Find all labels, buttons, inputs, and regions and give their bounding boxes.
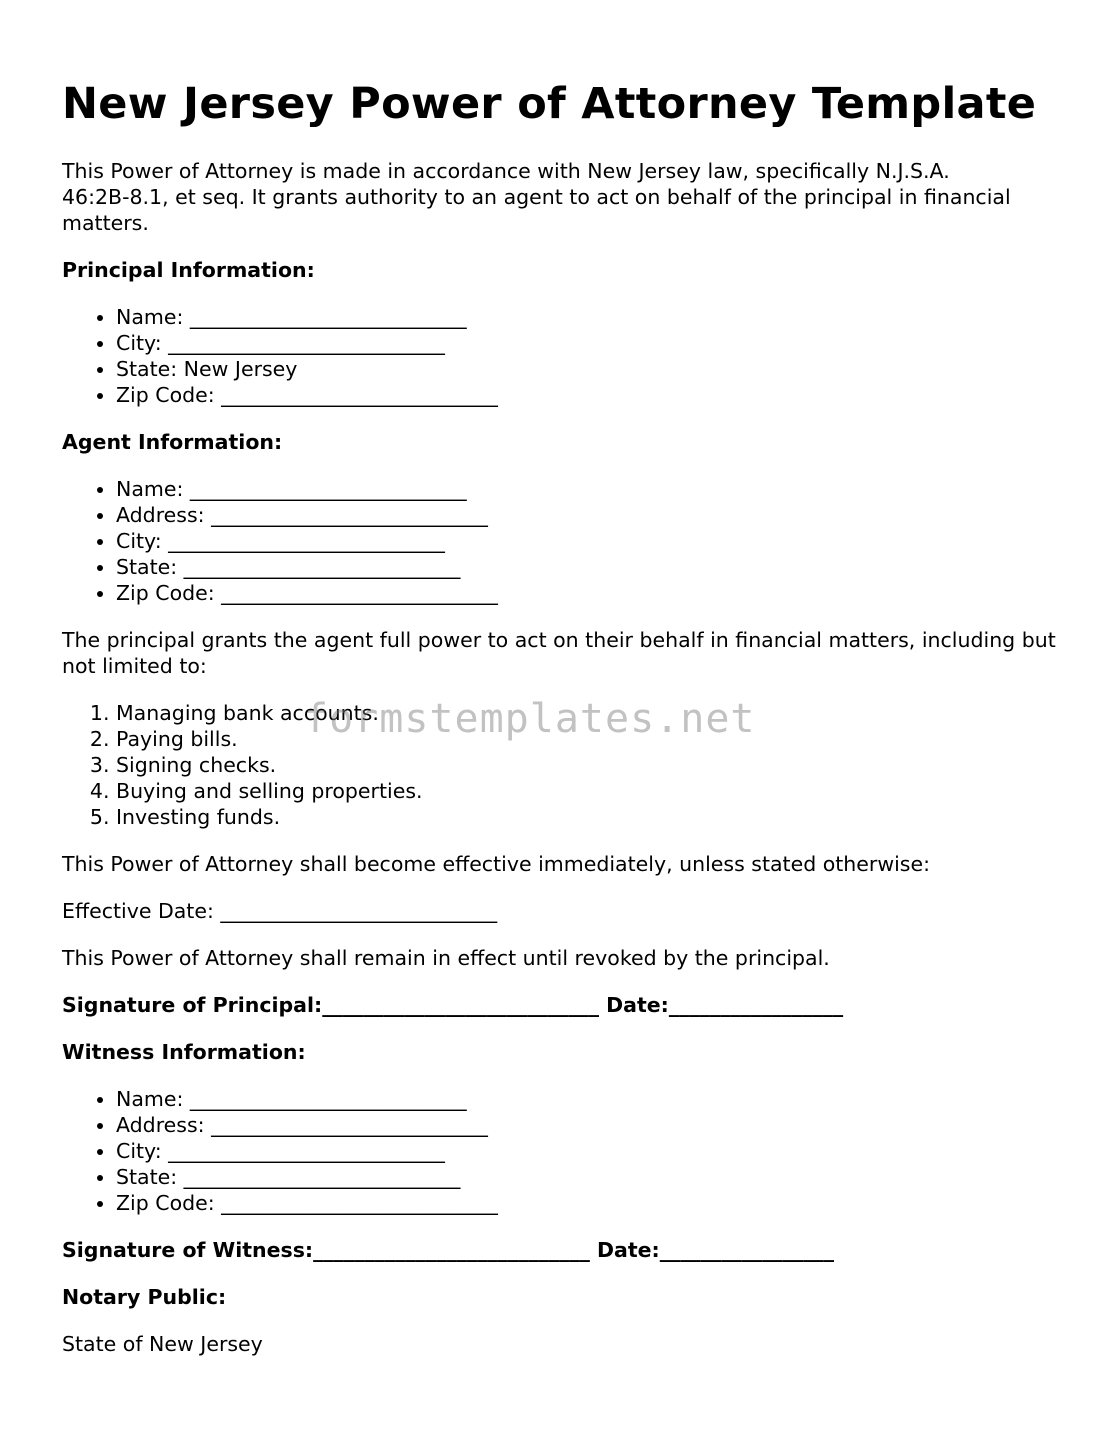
- witness-state-field: • State: ___________________________: [116, 1164, 1062, 1190]
- notary-state: State of New Jersey: [62, 1332, 263, 1356]
- witness-fields-list: [62, 1086, 1062, 1216]
- agent-zip-field: • Zip Code: ___________________________: [116, 580, 1062, 606]
- principal-fields-list: [62, 304, 1062, 408]
- agent-fields-list: [62, 476, 1062, 606]
- effective-date-field: Effective Date: ___________________________: [62, 899, 498, 923]
- principal-name-field: • Name: ___________________________: [116, 304, 1062, 330]
- witness-signature-line: Signature of Witness:___________________________ Date:_________________: [62, 1238, 835, 1262]
- watermark: formstemplates.net: [304, 696, 756, 742]
- power-item: 4. Buying and selling properties.: [116, 778, 1062, 804]
- agent-heading: Agent Information:: [62, 430, 283, 454]
- principal-city-field: • City: ___________________________: [116, 330, 1062, 356]
- power-item: 3. Signing checks.: [116, 752, 1062, 778]
- remain-text: This Power of Attorney shall remain in effect until revoked by the principal.: [62, 946, 830, 970]
- witness-city-field: • City: ___________________________: [116, 1138, 1062, 1164]
- page-title: New Jersey Power of Attorney Template: [62, 79, 1037, 129]
- intro-paragraph: This Power of Attorney is made in accordance with New Jersey law, specifically N.J.S.A. 46:2B-8.1, et seq. It grants authority to an agent to act on behalf of the principal in financial matters.: [62, 159, 1011, 235]
- principal-state-field: • State: New Jersey: [116, 356, 1062, 382]
- witness-zip-field: • Zip Code: ___________________________: [116, 1190, 1062, 1216]
- notary-heading: Notary Public:: [62, 1285, 227, 1309]
- witness-heading: Witness Information:: [62, 1040, 306, 1064]
- power-item: 5. Investing funds.: [116, 804, 1062, 830]
- effective-text: This Power of Attorney shall become effective immediately, unless stated otherwise:: [62, 852, 931, 876]
- principal-zip-field: • Zip Code: ___________________________: [116, 382, 1062, 408]
- principal-heading: Principal Information:: [62, 258, 315, 282]
- agent-state-field: • State: ___________________________: [116, 554, 1062, 580]
- principal-signature-line: Signature of Principal:___________________________ Date:_________________: [62, 993, 844, 1017]
- powers-intro: The principal grants the agent full power to act on their behalf in financial matters, including but not limited to:: [62, 628, 1056, 678]
- agent-address-field: • Address: ___________________________: [116, 502, 1062, 528]
- witness-address-field: • Address: ___________________________: [116, 1112, 1062, 1138]
- power-item: 2. Paying bills.: [116, 726, 1062, 752]
- agent-name-field: • Name: ___________________________: [116, 476, 1062, 502]
- power-item: 1. Managing bank accounts.: [116, 700, 1062, 726]
- witness-name-field: • Name: ___________________________: [116, 1086, 1062, 1112]
- agent-city-field: • City: ___________________________: [116, 528, 1062, 554]
